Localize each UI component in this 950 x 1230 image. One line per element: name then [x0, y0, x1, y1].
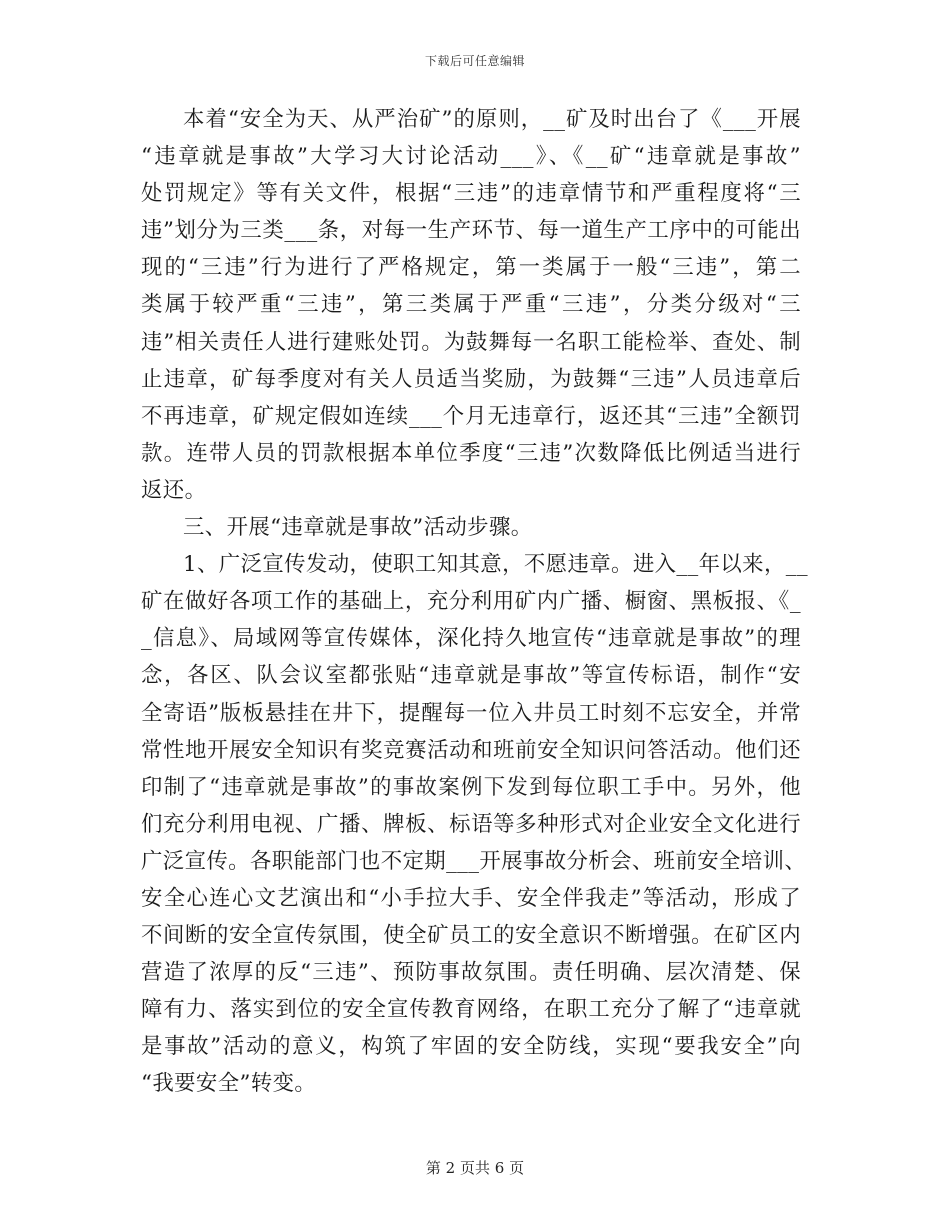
text-line: 广泛宣传。各职能部门也不定期___开展事故分析会、班前安全培训、: [141, 848, 807, 874]
text-line: 印制了“违章就是事故”的事故案例下发到每位职工手中。另外，他: [141, 774, 801, 800]
text-line: “我要安全”转变。: [141, 1071, 317, 1097]
text-line: 念，各区、队会议室都张贴“违章就是事故”等宣传标语，制作“安: [141, 663, 801, 689]
text-line: 三、开展“违章就是事故”活动步骤。: [183, 515, 533, 541]
text-line: 违”划分为三类___条，对每一生产环节、每一道生产工序中的可能出: [141, 218, 801, 244]
text-line: 是事故”活动的意义，构筑了牢固的安全防线，实现“要我安全”向: [141, 1034, 801, 1060]
text-line: 不再违章，矿规定假如连续___个月无违章行，返还其“三违”全额罚: [141, 403, 801, 429]
text-line: 返还。: [141, 477, 207, 503]
text-line: 款。连带人员的罚款根据本单位季度“三违”次数降低比例适当进行: [141, 440, 801, 466]
page-number: 第 2 页共 6 页: [425, 1159, 525, 1177]
text-line: “违章就是事故”大学习大讨论活动___》、《__矿“违章就是事故”: [141, 144, 801, 170]
text-line: 1、广泛宣传发动，使职工知其意，不愿违章。进入__年以来，__: [183, 552, 808, 578]
text-line: 不间断的安全宣传氛围，使全矿员工的安全意识不断增强。在矿区内: [141, 923, 801, 949]
text-line: 违”相关责任人进行建账处罚。为鼓舞每一名职工能检举、查处、制: [141, 329, 801, 355]
text-line: 常性地开展安全知识有奖竞赛活动和班前安全知识问答活动。他们还: [141, 737, 801, 763]
text-line: 安全心连心文艺演出和“小手拉大手、安全伴我走”等活动，形成了: [141, 885, 801, 911]
text-line: _信息》、局域网等宣传媒体，深化持久地宣传“违章就是事故”的理: [141, 626, 801, 652]
paragraph: [141, 546, 808, 1102]
text-line: 止违章，矿每季度对有关人员适当奖励，为鼓舞“三违”人员违章后: [141, 366, 801, 392]
text-line: 障有力、落实到位的安全宣传教育网络，在职工充分了解了“违章就: [141, 997, 801, 1023]
text-line: 全寄语”版板悬挂在井下，提醒每一位入井员工时刻不忘安全，并常: [141, 700, 801, 726]
document-body: [141, 101, 808, 1103]
text-line: 们充分利用电视、广播、牌板、标语等多种形式对企业安全文化进行: [141, 811, 801, 837]
paragraph: [141, 101, 801, 509]
text-line: 现的“三违”行为进行了严格规定，第一类属于一般“三违”，第二: [141, 255, 801, 281]
text-line: 类属于较严重“三违”，第三类属于严重“三违”，分类分级对“三: [141, 292, 801, 318]
page-header-note: 下载后可任意编辑: [424, 54, 525, 68]
text-line: 矿在做好各项工作的基础上，充分利用矿内广播、橱窗、黑板报、《_: [141, 589, 801, 615]
text-line: 本着“安全为天、从严治矿”的原则，__矿及时出台了《___开展: [183, 107, 801, 132]
text-line: 营造了浓厚的反“三违”、预防事故氛围。责任明确、层次清楚、保: [141, 960, 801, 986]
text-line: 处罚规定》等有关文件，根据“三违”的违章情节和严重程度将“三: [141, 181, 801, 207]
section-heading: [141, 509, 801, 546]
